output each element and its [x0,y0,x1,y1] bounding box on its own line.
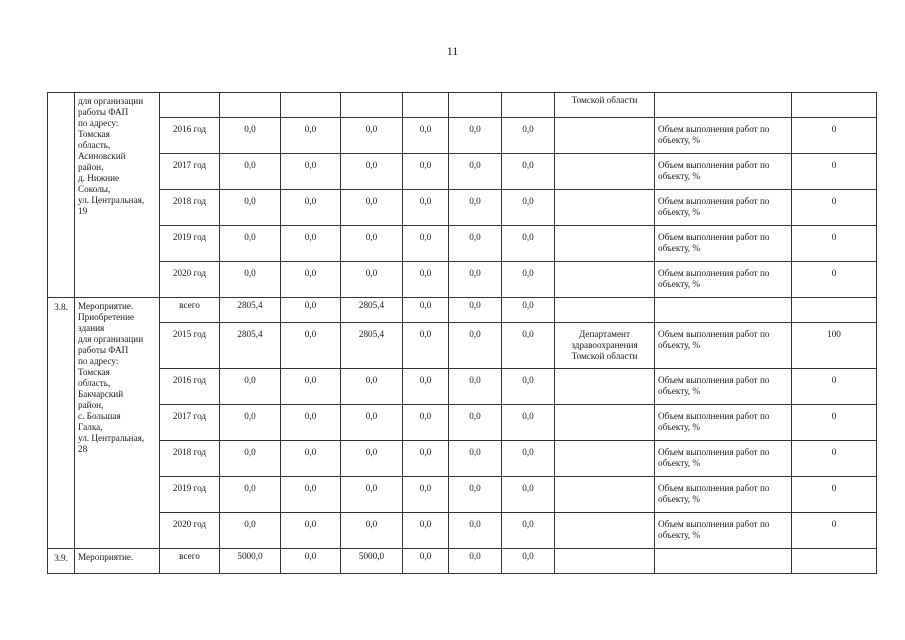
table-row: 3.9. Мероприятие. всего 5000,0 0,0 5000,0 0,0 0,0 0,0 [48,549,877,574]
table-row [48,93,877,118]
position-cell: 3.8. [48,298,75,549]
program-budget-table [47,92,877,574]
table-row: 3.8. Мероприятие. Приобретение здания для организации работы ФАП по адресу: Томская область, Бакчарский район, с. Большая Галка, ул. Центральная, 28 всего 2805,4 0,0 2805,4 0,0 0,0 0,0 [48,298,877,323]
table-row: 2018 год 0,0 0,0 0,0 0,0 0,0 0,0 Объем выполнения работ по объекту, % 0 [48,190,877,226]
table-row: 2020 год 0,0 0,0 0,0 0,0 0,0 0,0 Объем выполнения работ по объекту, % 0 [48,513,877,549]
measure-name: Мероприятие. Приобретение здания для организации работы ФАП по адресу: Томская область, Бакчарский район, с. Большая Галка, ул. Центральная, 28 [75,298,160,549]
table-row: 2019 год 0,0 0,0 0,0 0,0 0,0 0,0 Объем выполнения работ по объекту, % 0 [48,477,877,513]
table-row: 2018 год 0,0 0,0 0,0 0,0 0,0 0,0 Объем выполнения работ по объекту, % 0 [48,441,877,477]
page-number: 11 [446,44,459,58]
measure-name: Мероприятие. [75,549,160,574]
table-row: 2016 год 0,0 0,0 0,0 0,0 0,0 0,0 Объем выполнения работ по объекту, % 0 [48,118,877,154]
position-cell [48,93,75,298]
table-row: 2019 год 0,0 0,0 0,0 0,0 0,0 0,0 Объем выполнения работ по объекту, % 0 [48,226,877,262]
table-row: 2017 год 0,0 0,0 0,0 0,0 0,0 0,0 Объем выполнения работ по объекту, % 0 [48,405,877,441]
table-row: 2016 год 0,0 0,0 0,0 0,0 0,0 0,0 Объем выполнения работ по объекту, % 0 [48,369,877,405]
table-row: 2017 год 0,0 0,0 0,0 0,0 0,0 0,0 Объем выполнения работ по объекту, % 0 [48,154,877,190]
responsible-dept: Томской области [555,93,655,118]
table-row: 2015 год 2805,4 0,0 2805,4 0,0 0,0 0,0 Департамент здравоохранения Томской области Объем выполнения работ по объекту, % 100 [48,323,877,369]
position-cell: 3.9. [48,549,75,574]
measure-name: для организации работы ФАП по адресу: Томская область, Асиновский район, д. Нижние Соколы, ул. Центральная, 19 [75,93,160,298]
table-row: 2020 год 0,0 0,0 0,0 0,0 0,0 0,0 Объем выполнения работ по объекту, % 0 [48,262,877,298]
responsible-dept: Департамент здравоохранения Томской области [555,323,655,369]
